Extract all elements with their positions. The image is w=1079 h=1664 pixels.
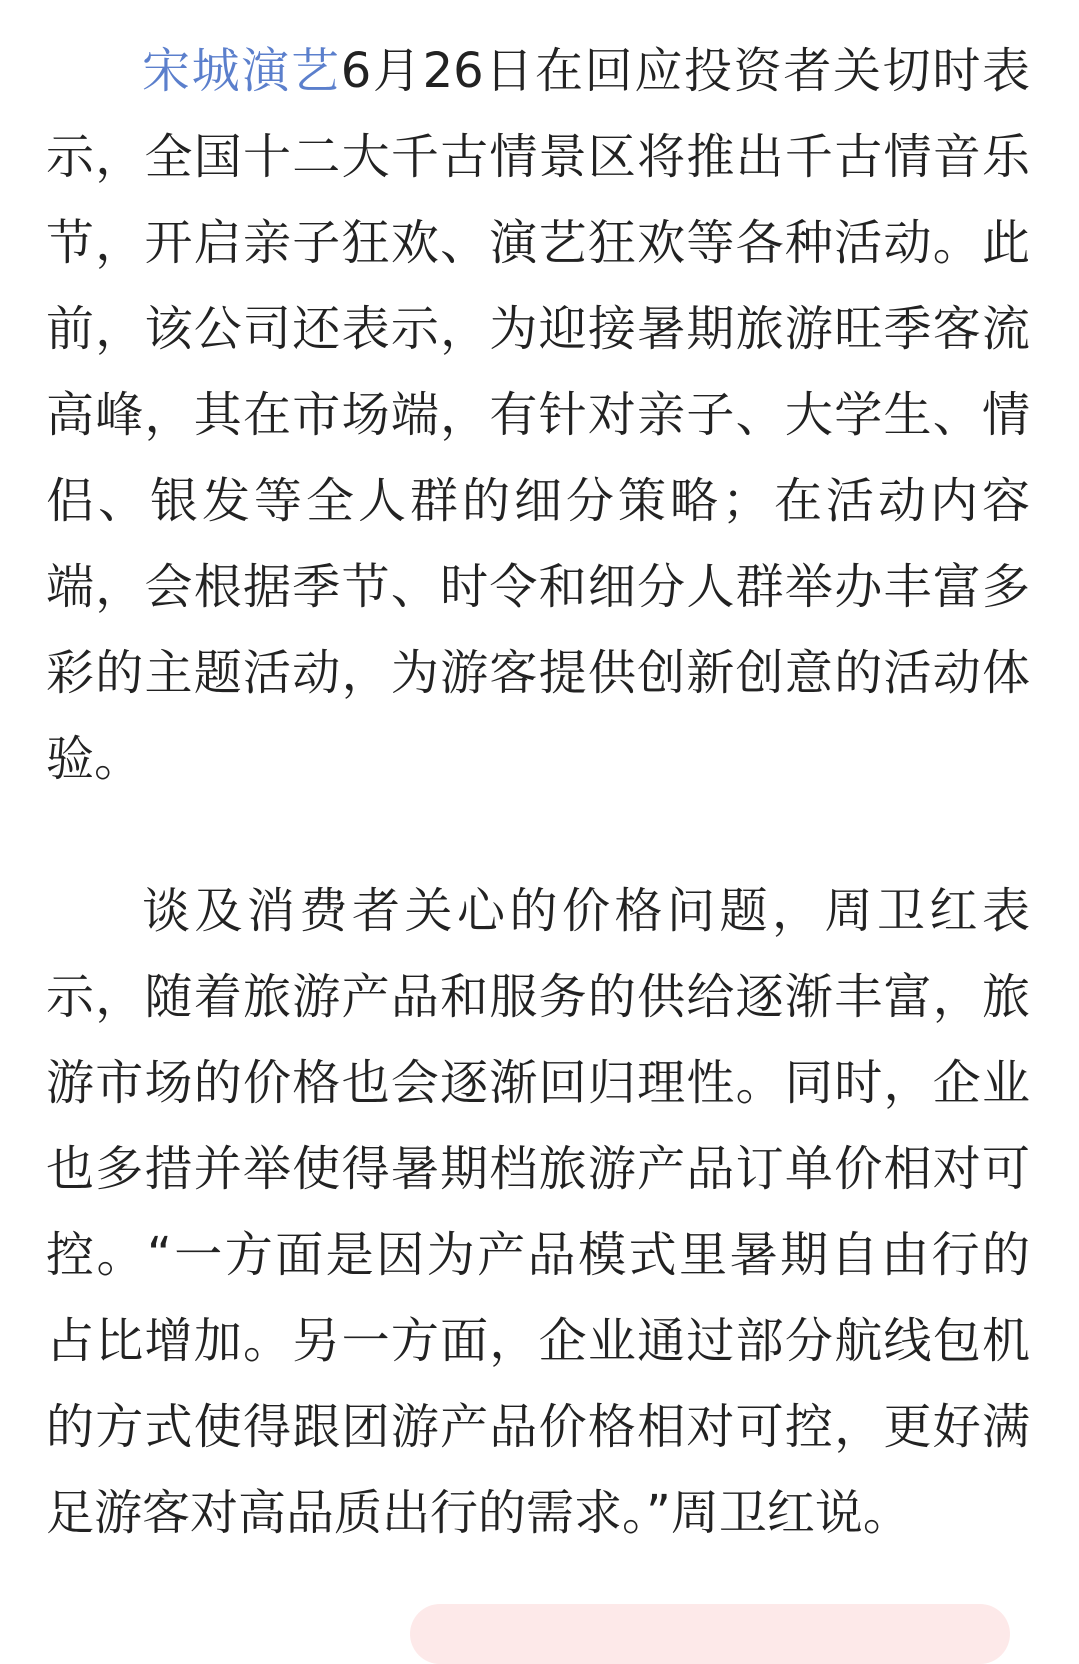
paragraph-1 — [46, 28, 1030, 802]
paragraph-1-text: 6月26日在回应投资者关切时表示，全国十二大千古情景区将推出千古情音乐节，开启亲子狂欢、演艺狂欢等各种活动。此前，该公司还表示，为迎接暑期旅游旺季客流高峰，其在市场端，有针对亲子、大学生、情侣、银发等全人群的细分策略；在活动内容端，会根据季节、时令和细分人群举办丰富多彩的主题活动，为游客提供创新创意的活动体验。 — [46, 43, 1030, 787]
paragraph-2-text: 谈及消费者关心的价格问题，周卫红表示，随着旅游产品和服务的供给逐渐丰富，旅游市场的价格也会逐渐回归理性。同时，企业也多措并举使得暑期档旅游产品订单价相对可控。“一方面是因为产品模式里暑期自由行的占比增加。另一方面，企业通过部分航线包机的方式使得跟团游产品价格相对可控，更好满足游客对高品质出行的需求。”周卫红说。 — [46, 883, 1030, 1541]
article-body — [46, 28, 1030, 1556]
stock-link-songcheng[interactable]: 宋城演艺 — [142, 43, 341, 99]
floating-action-bar[interactable] — [410, 1604, 1010, 1664]
paragraph-2 — [46, 868, 1030, 1556]
